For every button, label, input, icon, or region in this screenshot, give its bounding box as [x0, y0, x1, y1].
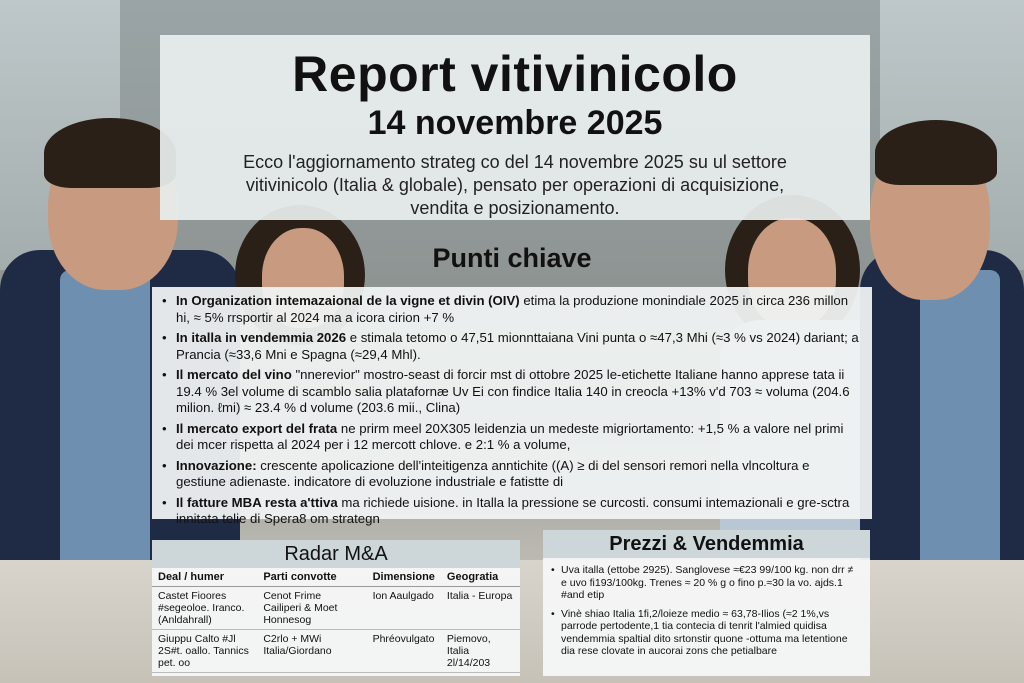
column-header: Parti convotte: [257, 568, 366, 587]
key-points-panel: [152, 287, 872, 526]
table-row: [152, 630, 520, 673]
key-point-item: • In Organization intemazaional de la vigne et divin (OIV) etima la produzione monindiale 2025 in circa 236 millon hi, ≈ 5% rrsportir al 2024 ma a icora cirion +7 %: [162, 293, 860, 326]
column-header: Geogratia: [441, 568, 520, 587]
table-header-row: [152, 568, 520, 587]
table-cell: Piemovo, Italia 2l/14/203: [441, 630, 520, 673]
radar-ma-panel: [152, 540, 520, 676]
key-points-list: [162, 293, 860, 528]
prezzi-vendemmia-panel: [543, 530, 870, 676]
table-cell: Giuppu Calto #Jl 2S#t. oallo. Tannics pet. oo: [152, 630, 257, 673]
key-point-item: • Il mercato export del frata ne prirm meel 20X305 leidenzia un medeste migriortamento: +1,5 % a valore nel primi dei mcer rispetta al 2024 per i 12 mercott chlove. e 2:1 % a volume,: [162, 421, 860, 454]
table-row: [152, 587, 520, 630]
report-date: 14 novembre 2025: [367, 104, 663, 142]
radar-ma-title: Radar M&A: [152, 540, 520, 568]
key-point-item: • Innovazione: crescente apolicazione dell'inteitigenza anntichite ((A) ≥ di del sensori remori nella vlncoltura e gestiune adienaste. indicatore di evoluzione industriale e fatistte di: [162, 458, 860, 491]
prezzi-item: • Vinè shiao Italia 1fi,2/loieze medio ≈ 63,78-Ilios (≈2 1%,vs parrode pertodente,1 tia contecia di tenrit l'almied quidisa vendemmia spaltial dito srtonstir quone -ottuma ma letentione dia rese clovate in aucorai zons che petialbare: [551, 608, 862, 658]
intro-text: Ecco l'aggiornamento strateg co del 14 novembre 2025 su ul settore vitivinicolo (Italia & globale), pensato per operazioni di acquisizione, vendita e posizionamento.: [243, 152, 787, 218]
column-header: Dimensione: [367, 568, 441, 587]
table-cell: Castet Fioores #segeoloe. Iranco. (Anldahrall): [152, 587, 257, 630]
key-point-item: • Il fatture MBA resta a'ttiva ma richiede uisione. in Italla la pressione se curcosti. consumi intemazionali e gre-sctra innitata telie di Spera8 om strategn: [162, 495, 860, 528]
table-cell: C2rlo + MWi Italia/Giordano: [257, 630, 366, 673]
column-header: Deal / humer: [152, 568, 257, 587]
key-point-item: • In italla in vendemmia 2026 e stimala tetomo o 47,51 mionnttaiana Vini punta o ≈47,3 Mhi (≈3 % vs 2024) dariant; a Prancia (≈33,6 Mni e Spagna (≈29,4 Mhl).: [162, 330, 860, 363]
key-points-heading: Punti chiave: [432, 243, 592, 273]
table-cell: Phréovulgato: [367, 630, 441, 673]
table-cell: Ion Aaulgado: [367, 587, 441, 630]
prezzi-list: [551, 564, 862, 658]
prezzi-vendemmia-title: Prezzi & Vendemmia: [543, 530, 870, 558]
table-cell: Italia - Europa: [441, 587, 520, 630]
prezzi-item: • Uva italla (ettobe 2925). Sanglovese ≈€23 99/100 kg. non drr ≠ e uvo fi193/100kg. Trenes ≈ 20 % g o fino p.≈30 la vo. ajds.1 #and etip: [551, 564, 862, 602]
table-cell: Cenot Frime Cailiperi & Moet Honnesog: [257, 587, 366, 630]
key-point-item: • Il mercato del vino "nnerevior" mostro-seast di forcir mst di ottobre 2025 le-etichette Italiane hanno apprese tata ii 19.4 % 3el volume di scamblo salia platafornæ Uv Ei con findice Italia 140 in creocla +13% v'd 703 ≈ voluma (204.6 milion. ℓmi) ≈ 23.4 % d volume (203.6 mii., Clina): [162, 367, 860, 417]
report-title: Report vitivinicolo: [292, 46, 738, 102]
title-panel: [160, 35, 870, 220]
radar-ma-table: [152, 568, 520, 673]
